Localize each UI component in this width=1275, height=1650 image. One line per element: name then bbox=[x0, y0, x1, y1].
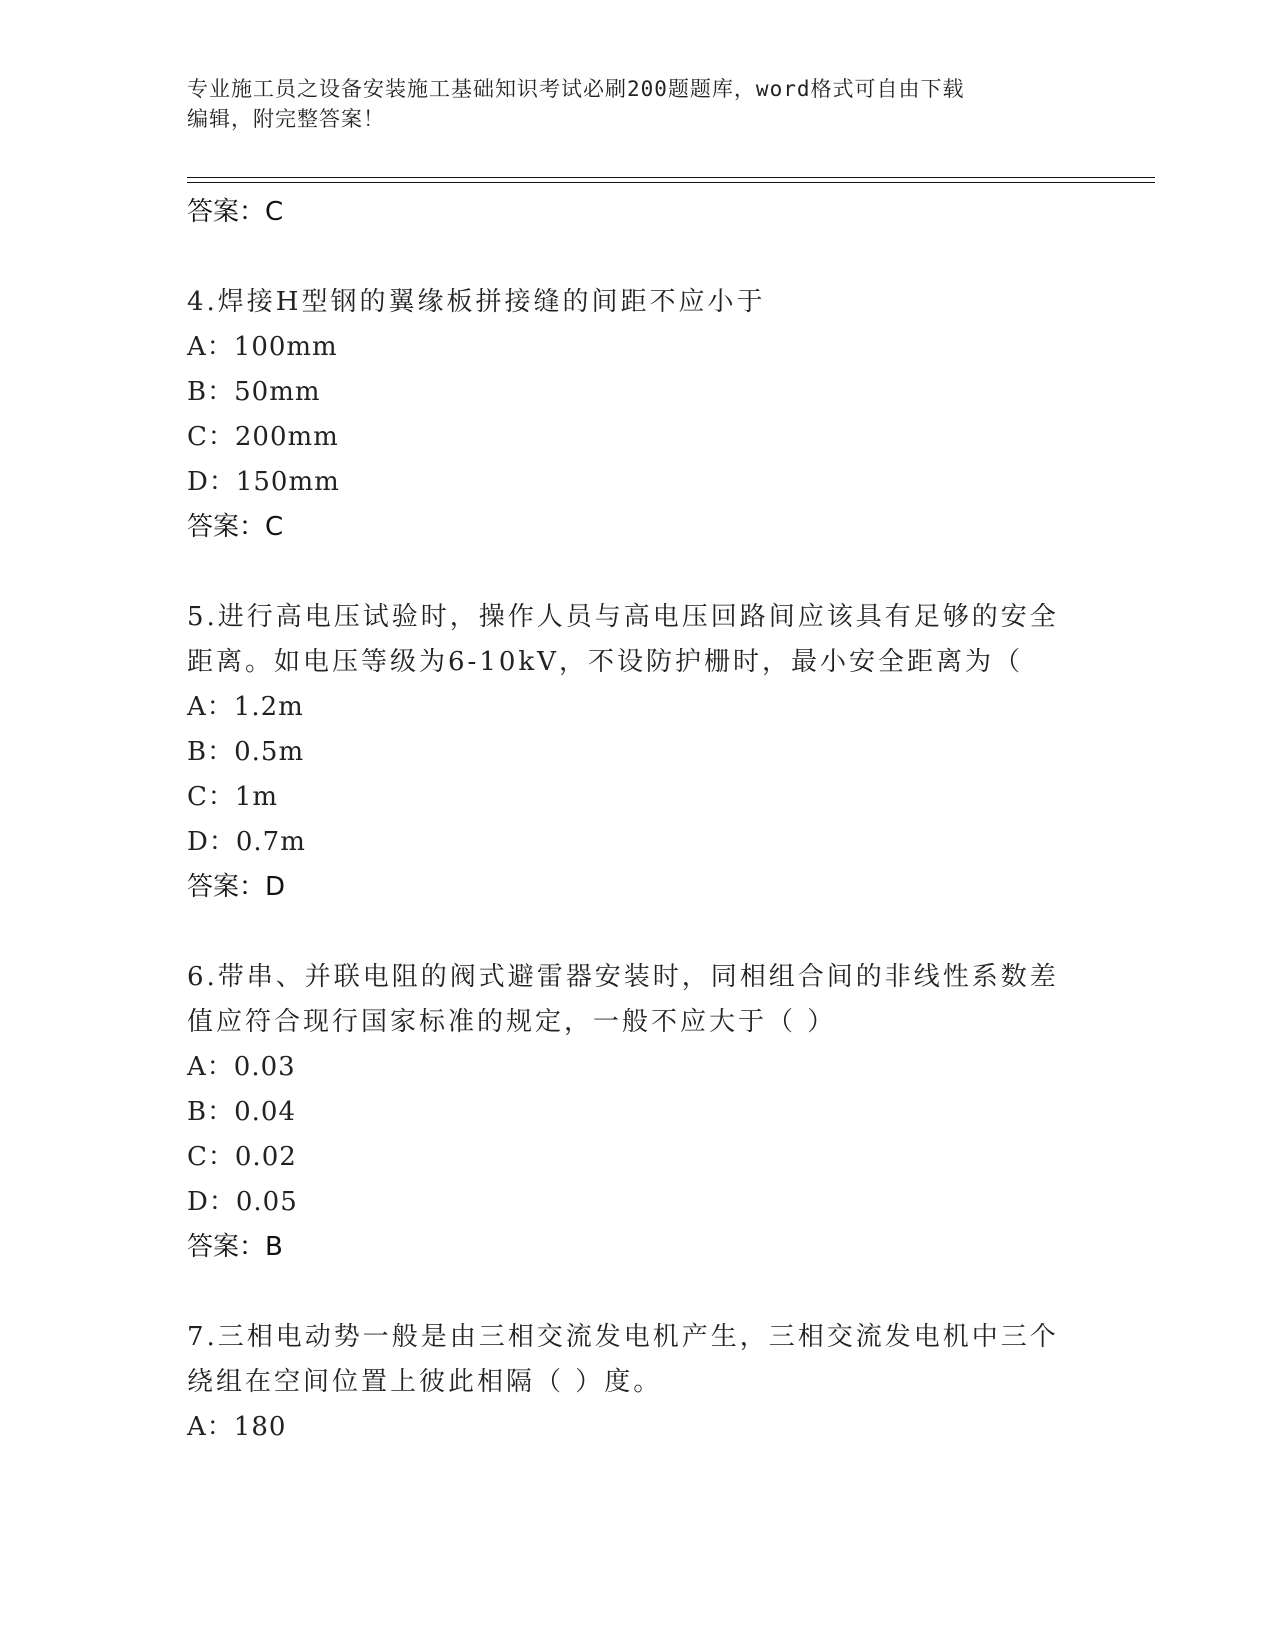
question-text-line: 6.带串、并联电阻的阀式避雷器安装时，同相组合间的非线性系数差 bbox=[187, 962, 1059, 992]
question-5 bbox=[187, 595, 1087, 910]
option-d: D：0.05 bbox=[187, 1187, 298, 1217]
option-b: B：0.04 bbox=[187, 1097, 296, 1127]
answer-line: 答案：B bbox=[187, 1232, 283, 1262]
option-b: B：50mm bbox=[187, 377, 321, 407]
header-divider-top bbox=[187, 177, 1155, 178]
answer-line: 答案：C bbox=[187, 512, 284, 542]
answer-line: 答案：C bbox=[187, 197, 284, 227]
header-divider-bottom bbox=[187, 182, 1155, 183]
header-line-1: 专业施工员之设备安装施工基础知识考试必刷200题题库，word格式可自由下载 bbox=[187, 77, 965, 101]
question-text-line: 值应符合现行国家标准的规定，一般不应大于（ ） bbox=[187, 1007, 837, 1037]
option-a: A：180 bbox=[187, 1412, 287, 1442]
question-6 bbox=[187, 955, 1087, 1270]
option-a: A：1.2m bbox=[187, 692, 304, 722]
option-d: D：150mm bbox=[187, 467, 340, 497]
option-c: C：200mm bbox=[187, 422, 339, 452]
answer-line: 答案：D bbox=[187, 872, 286, 902]
question-4 bbox=[187, 280, 1087, 550]
question-list bbox=[187, 190, 1087, 1450]
header-line-2: 编辑，附完整答案！ bbox=[187, 107, 385, 131]
question-7 bbox=[187, 1315, 1087, 1450]
option-d: D：0.7m bbox=[187, 827, 306, 857]
option-c: C：0.02 bbox=[187, 1142, 297, 1172]
option-a: A：0.03 bbox=[187, 1052, 296, 1082]
option-b: B：0.5m bbox=[187, 737, 305, 767]
question-text-line: 绕组在空间位置上彼此相隔（ ）度。 bbox=[187, 1367, 663, 1397]
option-a: A：100mm bbox=[187, 332, 338, 362]
question-text-line: 4.焊接H型钢的翼缘板拼接缝的间距不应小于 bbox=[187, 287, 766, 317]
question-text-line: 5.进行高电压试验时，操作人员与高电压回路间应该具有足够的安全 bbox=[187, 602, 1059, 632]
document-header bbox=[187, 74, 1067, 134]
question-text-line: 距离。如电压等级为6-10kV，不设防护栅时，最小安全距离为（ bbox=[187, 647, 1023, 677]
option-c: C：1m bbox=[187, 782, 279, 812]
question-text-line: 7.三相电动势一般是由三相交流发电机产生，三相交流发电机中三个 bbox=[187, 1322, 1059, 1352]
